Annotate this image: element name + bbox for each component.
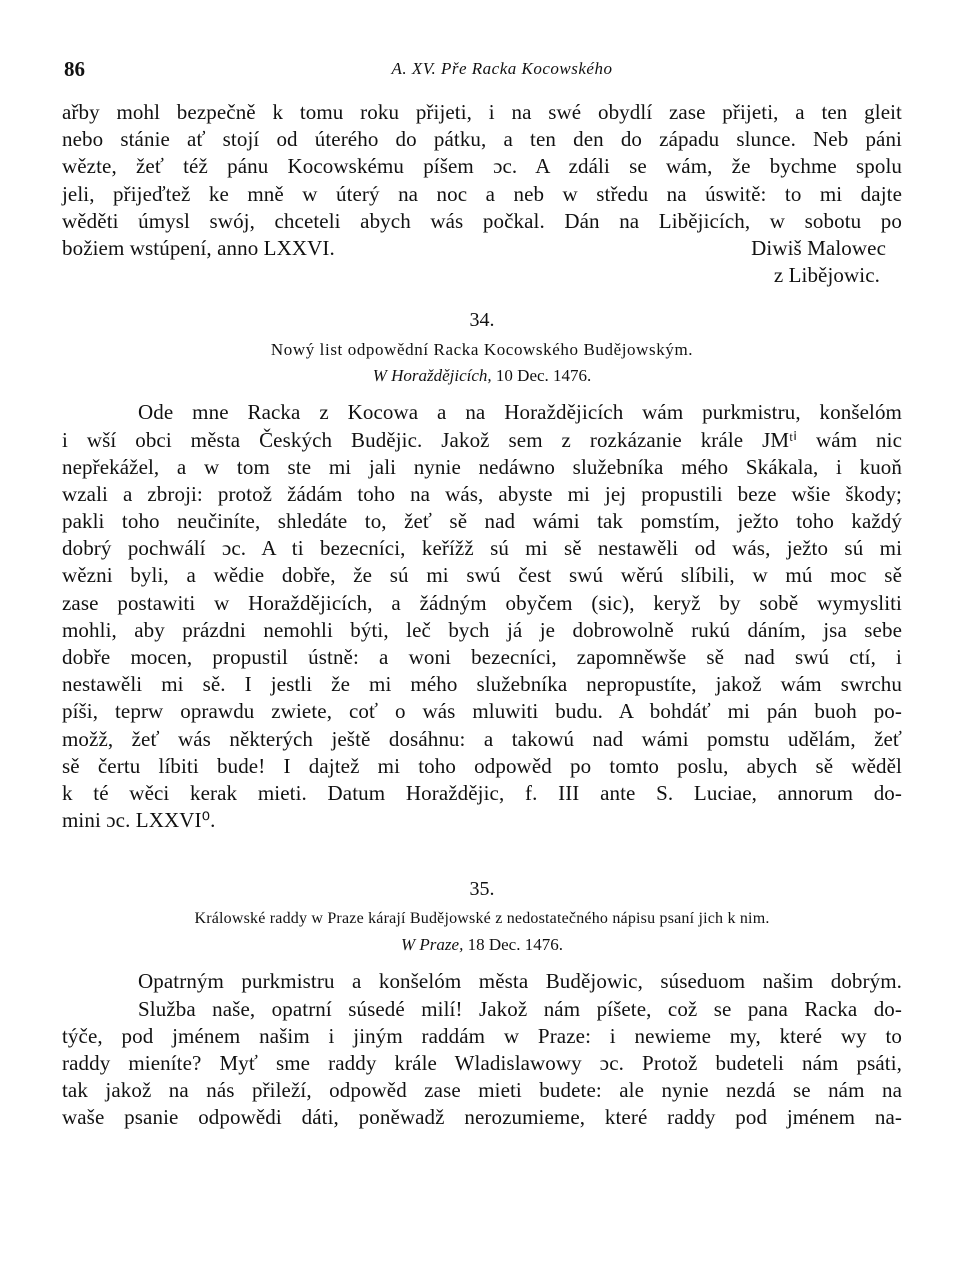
text-line: waše psanie odpowědi dáti, poněwadž nerozumieme, které raddy pod jménem na-	[62, 1105, 902, 1130]
continuation-text	[62, 99, 902, 289]
page-number: 86	[64, 57, 85, 81]
text-line: wězte, žeť též pánu Kocowskému píšem ɔc. A zdáli se wám, že bychme spolu	[62, 154, 902, 179]
text-line: sě čertu líbiti bude! I dajtež mi toho odpowěd po tomto poslu, abych sě wěděl	[62, 753, 902, 778]
signature-place: z Libějowic.	[773, 263, 880, 288]
text-line: tak jakož na nás přileží, odpowěd zase mieti budete: ale nynie nezdá se nám na	[62, 1078, 902, 1103]
text-line: píši, teprw oprawdu zwiete, coť o wás mluwiti budu. A bohdáť mi pán buoh po-	[62, 699, 902, 724]
signature-name: Diwiš Malowec	[751, 235, 886, 260]
date-value: 18 Dec. 1476.	[463, 935, 563, 955]
document-body-35	[62, 968, 902, 1131]
document-date-34	[62, 363, 902, 389]
document-date-35	[62, 932, 902, 958]
text-line: raddy mieníte? Myť sme raddy krále Wladislawowy ɔc. Protož budeteli nám psáti,	[62, 1050, 902, 1075]
text-line: nestawěli mi sě. I jestli že mi mého služebníka nepropustíte, jakož wám swrchu	[62, 672, 902, 697]
text-line: pakli toho neučiníte, shledáte to, žeť sě nad wámi tak pomstím, ježto toho každý	[62, 509, 902, 534]
document-number-34: 34.	[469, 309, 495, 332]
text-line: mohli, aby prázdni nemohli býti, leč bych já je dobrowolně rukú dáním, jsa sebe	[62, 617, 902, 642]
text-line: nepřekážel, a w tom ste mi jali nynie nedáwno služebníka mého Skákala, i kuoň	[62, 454, 902, 479]
text-line: Opatrným purkmistru a konšelóm města Budějowic, súseduom našim dobrým.	[138, 969, 902, 994]
text-line: týče, pod jménem našim i jiným raddám w Praze: i newieme my, které wy to	[62, 1023, 902, 1048]
document-number-35: 35.	[469, 878, 495, 901]
document-heading-34: Nowý list odpowědní Racka Kocowského Budějowským.	[270, 340, 694, 360]
text-line: wzali a zbroji: protož žádám toho na wás, abyste mi jej propustili beze wšie škody;	[62, 481, 902, 506]
text-line: jeli, přijeďtež ke mně w úterý na noc a neb w středu na úswitě: to mi dajte	[62, 181, 902, 206]
running-header	[62, 55, 902, 85]
closing-date-text: božiem wstúpení, anno LXXVI.	[62, 235, 335, 260]
text-line: wěděti úmysl swój, chceteli abych wás počkal. Dán na Libějicích, w sobotu po	[62, 208, 902, 233]
closing-line	[62, 235, 902, 262]
text-line: i wší obci města Českých Budějic. Jakož sem z rozkázanie krále JMᵗⁱ wám nic	[62, 427, 902, 452]
text-line: Služba naše, opatrní súsedé milí! Jakož nám píšete, což se pana Racka do-	[138, 996, 902, 1021]
spacer	[62, 834, 902, 858]
document-body-34	[62, 399, 902, 834]
text-line: zase postawiti w Horaždějicích, a žádným obyčem (sic), keryž by sobě wymysliti	[62, 590, 902, 615]
date-place: W Praze,	[401, 935, 464, 955]
date-place: W Horaždějicích,	[372, 366, 492, 386]
text-line: k té wěci kerak mieti. Datum Horaždějic, f. III ante S. Luciae, annorum do-	[62, 780, 902, 805]
text-line: ařby mohl bezpečně k tomu roku přijeti, i na swé obydlí zase přijeti, a ten gleit	[62, 100, 902, 124]
date-value: 10 Dec. 1476.	[491, 366, 592, 386]
text-line: wězni byli, a wědie dobře, že sú mi swú čest swú wěrú slíbili, w mú moc sě	[62, 563, 902, 588]
text-line: dobrý pochwálí ɔc. A ti bezecníci, keřížž sú mi sě nestawěli od wás, ježto sú mi	[62, 536, 902, 561]
running-title: A. XV. Pře Racka Kocowského	[391, 59, 613, 78]
text-line: dobře mocen, propustil ústně: a woni bezecníci, zapomněwše sě nad swú ctí, i	[62, 645, 902, 669]
text-line: možž, žeť wás některých ještě dosáhnu: a takowú nad wámi pomstu udělám, žeť	[62, 726, 902, 751]
text-line: nebo stánie ať stojí od úterého do pátku, a ten den do západu slunce. Neb páni	[62, 127, 902, 152]
text-line: mini ɔc. LXXVI⁰.	[62, 808, 216, 833]
document-heading-35: Králowské raddy w Praze kárají Budějowské z nedostatečného nápisu psaní jich k nim.	[194, 910, 770, 928]
text-line: Ode mne Racka z Kocowa a na Horaždějicích wám purkmistru, konšelóm	[138, 400, 902, 425]
